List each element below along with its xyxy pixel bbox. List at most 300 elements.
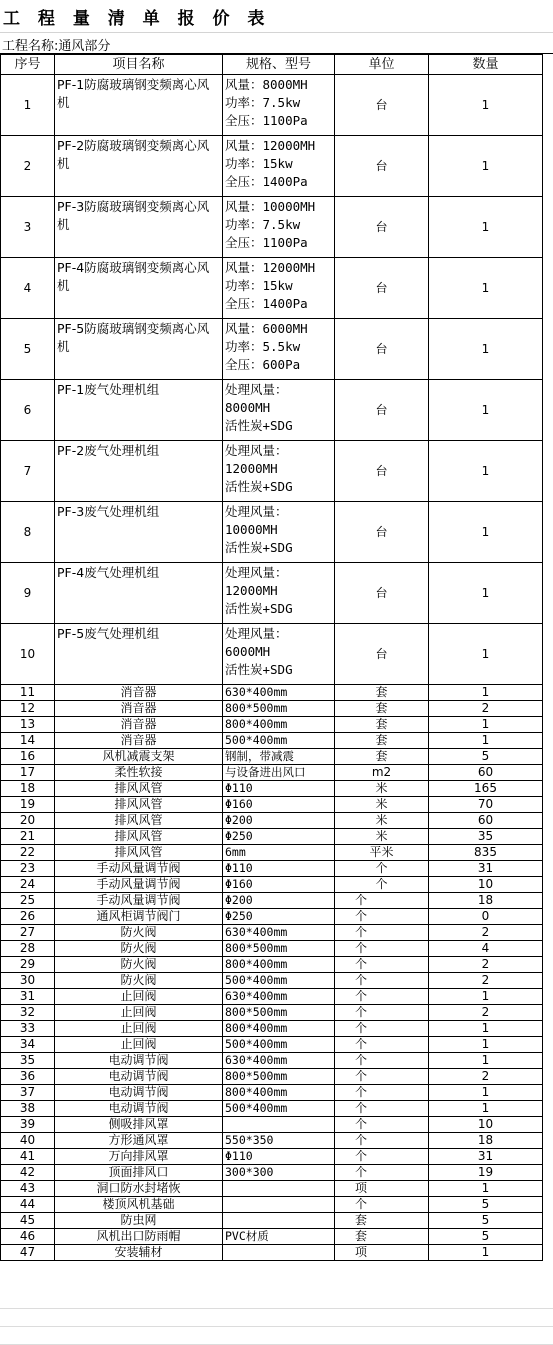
cell-no[interactable]: 46 [1,1229,55,1245]
cell-qty[interactable]: 5 [429,1213,543,1229]
cell-no[interactable]: 30 [1,973,55,989]
cell-name[interactable]: PF-3防腐玻璃钢变频离心风机 [55,197,223,258]
cell-qty[interactable]: 60 [429,765,543,781]
cell-no[interactable]: 13 [1,717,55,733]
cell-no[interactable]: 35 [1,1053,55,1069]
spec-line: 功率：5.5kw [225,339,301,354]
cell-unit[interactable]: 套 [335,733,429,749]
cell-qty[interactable]: 1 [429,1181,543,1197]
cell-spec[interactable] [223,441,335,502]
cell-spec[interactable]: 800*400mm [223,1021,335,1037]
table-row [1,441,543,502]
cell-qty[interactable]: 5 [429,1197,543,1213]
cell-name[interactable]: 柔性软接 [55,765,223,781]
cell-spec[interactable]: 800*400mm [223,717,335,733]
spec-line: 处理风量： [225,626,288,641]
cell-qty[interactable]: 1 [429,197,543,258]
cell-no[interactable]: 23 [1,861,55,877]
cell-spec[interactable]: Φ110 [223,1149,335,1165]
table-row [1,1085,543,1101]
cell-spec[interactable]: Φ110 [223,861,335,877]
cell-no[interactable]: 14 [1,733,55,749]
cell-no[interactable]: 20 [1,813,55,829]
cell-unit[interactable]: 台 [335,258,429,319]
cell-name[interactable]: PF-4废气处理机组 [55,563,223,624]
table-row [1,1053,543,1069]
cell-spec[interactable]: Φ250 [223,909,335,925]
cell-qty[interactable]: 1 [429,441,543,502]
cell-name[interactable]: 排风风管 [55,845,223,861]
cell-no[interactable]: 25 [1,893,55,909]
cell-qty[interactable]: 1 [429,258,543,319]
header-no: 序号 [1,55,55,75]
cell-name[interactable]: 洞口防水封堵恢 [55,1181,223,1197]
cell-qty[interactable]: 10 [429,1117,543,1133]
cell-qty[interactable]: 2 [429,1005,543,1021]
cell-spec[interactable]: 6mm [223,845,335,861]
cell-no[interactable]: 5 [1,319,55,380]
cell-no[interactable]: 28 [1,941,55,957]
cell-name[interactable]: 楼顶风机基础 [55,1197,223,1213]
cell-spec[interactable] [223,624,335,685]
table-row [1,1005,543,1021]
cell-spec[interactable]: Φ200 [223,893,335,909]
spec-line: 功率：15kw [225,278,293,293]
cell-qty[interactable]: 1 [429,136,543,197]
cell-qty[interactable]: 18 [429,893,543,909]
cell-name[interactable]: 排风风管 [55,781,223,797]
cell-unit[interactable]: 个 [335,1053,429,1069]
table-row [1,685,543,701]
cell-name[interactable]: 止回阀 [55,989,223,1005]
cell-qty[interactable]: 1 [429,989,543,1005]
table-row [1,502,543,563]
cell-qty[interactable]: 2 [429,973,543,989]
cell-qty[interactable]: 1 [429,563,543,624]
spec-line: 处理风量： [225,443,288,458]
cell-spec[interactable]: 500*400mm [223,733,335,749]
cell-unit[interactable]: 套 [335,1213,429,1229]
cell-no[interactable]: 27 [1,925,55,941]
cell-qty[interactable]: 5 [429,1229,543,1245]
cell-unit[interactable]: 个 [335,909,429,925]
spec-line: 处理风量： [225,565,288,580]
cell-unit[interactable]: 台 [335,441,429,502]
cell-no[interactable]: 45 [1,1213,55,1229]
cell-spec[interactable] [223,258,335,319]
cell-qty[interactable]: 1 [429,380,543,441]
cell-name[interactable]: 排风风管 [55,797,223,813]
cell-name[interactable]: 止回阀 [55,1037,223,1053]
cell-spec[interactable] [223,380,335,441]
spec-line: 全压：600Pa [225,357,301,372]
cell-unit[interactable]: 个 [335,973,429,989]
header-qty: 数量 [429,55,543,75]
table-row [1,925,543,941]
cell-unit[interactable]: 平米 [335,845,429,861]
cell-spec[interactable]: Φ200 [223,813,335,829]
cell-no[interactable]: 22 [1,845,55,861]
table-row [1,973,543,989]
cell-name[interactable]: PF-5防腐玻璃钢变频离心风机 [55,319,223,380]
cell-spec[interactable]: 300*300 [223,1165,335,1181]
cell-unit[interactable]: 套 [335,1229,429,1245]
cell-spec[interactable]: 800*500mm [223,1005,335,1021]
table-row [1,1213,543,1229]
cell-spec[interactable]: 800*400mm [223,957,335,973]
cell-unit[interactable]: 米 [335,797,429,813]
cell-qty[interactable]: 70 [429,797,543,813]
cell-qty[interactable]: 1 [429,1245,543,1261]
cell-unit[interactable]: 个 [335,861,429,877]
cell-no[interactable]: 34 [1,1037,55,1053]
cell-unit[interactable]: 个 [335,1117,429,1133]
cell-no[interactable]: 24 [1,877,55,893]
project-name: 工程名称:通风部分 [2,39,111,54]
cell-spec[interactable] [223,319,335,380]
table-row [1,563,543,624]
table-row [1,701,543,717]
cell-unit[interactable]: 台 [335,75,429,136]
cell-name[interactable]: 电动调节阀 [55,1101,223,1117]
table-row [1,877,543,893]
cell-no[interactable]: 31 [1,989,55,1005]
cell-spec[interactable] [223,197,335,258]
cell-qty[interactable]: 1 [429,1053,543,1069]
cell-no[interactable]: 10 [1,624,55,685]
cell-no[interactable]: 7 [1,441,55,502]
table-row [1,136,543,197]
cell-qty[interactable]: 1 [429,1101,543,1117]
cell-unit[interactable]: 个 [335,1197,429,1213]
table-row [1,75,543,136]
table-row [1,765,543,781]
cell-unit[interactable]: 个 [335,1037,429,1053]
cell-name[interactable]: 防虫网 [55,1213,223,1229]
cell-spec[interactable]: Φ160 [223,797,335,813]
project-row [0,33,553,54]
cell-name[interactable]: 手动风量调节阀 [55,861,223,877]
cell-qty[interactable]: 1 [429,1085,543,1101]
cell-unit[interactable]: 台 [335,380,429,441]
cell-no[interactable]: 41 [1,1149,55,1165]
spec-line: 功率：7.5kw [225,95,301,110]
cell-name[interactable]: 电动调节阀 [55,1085,223,1101]
cell-unit[interactable]: 套 [335,717,429,733]
table-row [1,813,543,829]
table-row [1,1181,543,1197]
header-spec: 规格、型号 [223,55,335,75]
cell-no[interactable]: 3 [1,197,55,258]
cell-name[interactable]: PF-1废气处理机组 [55,380,223,441]
cell-spec[interactable] [223,563,335,624]
cell-name[interactable]: PF-3废气处理机组 [55,502,223,563]
cell-spec[interactable]: PVC材质 [223,1229,335,1245]
cell-name[interactable]: 风机减震支架 [55,749,223,765]
spec-line: 全压：1400Pa [225,174,308,189]
table-row [1,1165,543,1181]
cell-name[interactable]: 方形通风罩 [55,1133,223,1149]
cell-name[interactable]: 止回阀 [55,1005,223,1021]
cell-spec[interactable]: 630*400mm [223,1053,335,1069]
cell-name[interactable]: 止回阀 [55,1021,223,1037]
cell-unit[interactable]: 个 [335,941,429,957]
cell-unit[interactable]: 个 [335,893,429,909]
table-row [1,197,543,258]
cell-qty[interactable]: 1 [429,717,543,733]
table-row [1,861,543,877]
cell-no[interactable]: 42 [1,1165,55,1181]
cell-unit[interactable]: 个 [335,1133,429,1149]
spec-line: 8000MH [225,400,271,415]
cell-name[interactable]: 侧吸排风罩 [55,1117,223,1133]
cell-no[interactable]: 43 [1,1181,55,1197]
cell-unit[interactable]: m2 [335,765,429,781]
table-row [1,1069,543,1085]
cell-no[interactable]: 44 [1,1197,55,1213]
cell-spec[interactable]: 500*400mm [223,1101,335,1117]
cell-unit[interactable]: 米 [335,813,429,829]
cell-unit[interactable]: 台 [335,624,429,685]
cell-spec[interactable] [223,1213,335,1229]
cell-no[interactable]: 8 [1,502,55,563]
table-row [1,1133,543,1149]
cell-no[interactable]: 32 [1,1005,55,1021]
cell-no[interactable]: 29 [1,957,55,973]
table-row [1,319,543,380]
cell-no[interactable]: 12 [1,701,55,717]
cell-spec[interactable]: 800*400mm [223,1085,335,1101]
cell-no[interactable]: 21 [1,829,55,845]
spec-line: 活性炭+SDG [225,662,293,677]
cell-qty[interactable]: 10 [429,877,543,893]
cell-spec[interactable] [223,1245,335,1261]
cell-spec[interactable] [223,1181,335,1197]
cell-name[interactable]: 顶面排风口 [55,1165,223,1181]
cell-unit[interactable]: 套 [335,701,429,717]
spec-line: 12000MH [225,461,278,476]
cell-no[interactable]: 38 [1,1101,55,1117]
cell-no[interactable]: 9 [1,563,55,624]
cell-unit[interactable]: 项 [335,1245,429,1261]
cell-qty[interactable]: 2 [429,957,543,973]
cell-no[interactable]: 16 [1,749,55,765]
cell-qty[interactable]: 31 [429,1149,543,1165]
cell-name[interactable]: 安装辅材 [55,1245,223,1261]
cell-qty[interactable]: 1 [429,319,543,380]
cell-name[interactable]: PF-5废气处理机组 [55,624,223,685]
title-row [0,0,553,33]
table-row [1,1101,543,1117]
cell-unit[interactable]: 台 [335,563,429,624]
cell-name[interactable]: 排风风管 [55,829,223,845]
cell-spec[interactable]: Φ160 [223,877,335,893]
spec-line: 6000MH [225,644,271,659]
cell-unit[interactable]: 台 [335,197,429,258]
cell-no[interactable]: 19 [1,797,55,813]
cell-qty[interactable]: 35 [429,829,543,845]
cell-unit[interactable]: 套 [335,749,429,765]
cell-name[interactable]: 防火阀 [55,957,223,973]
cell-qty[interactable]: 4 [429,941,543,957]
cell-spec[interactable] [223,1117,335,1133]
spec-line: 全压：1100Pa [225,113,308,128]
cell-unit[interactable]: 个 [335,1149,429,1165]
spec-line: 活性炭+SDG [225,418,293,433]
cell-no[interactable]: 40 [1,1133,55,1149]
cell-spec[interactable]: 800*500mm [223,1069,335,1085]
cell-unit[interactable]: 米 [335,829,429,845]
cell-spec[interactable]: 630*400mm [223,925,335,941]
cell-spec[interactable]: 550*350 [223,1133,335,1149]
cell-qty[interactable]: 1 [429,502,543,563]
cell-unit[interactable]: 台 [335,136,429,197]
cell-name[interactable]: PF-2废气处理机组 [55,441,223,502]
cell-qty[interactable]: 1 [429,75,543,136]
cell-no[interactable]: 1 [1,75,55,136]
cell-no[interactable]: 17 [1,765,55,781]
cell-spec[interactable]: 钢制，带减震 [223,749,335,765]
cell-unit[interactable]: 个 [335,957,429,973]
cell-unit[interactable]: 个 [335,1165,429,1181]
cell-name[interactable]: 万向排风罩 [55,1149,223,1165]
cell-unit[interactable]: 个 [335,989,429,1005]
cell-no[interactable]: 26 [1,909,55,925]
cell-unit[interactable]: 个 [335,1021,429,1037]
cell-qty[interactable]: 165 [429,781,543,797]
cell-name[interactable]: 排风风管 [55,813,223,829]
table-row [1,733,543,749]
table-body [1,75,543,1261]
cell-no[interactable]: 2 [1,136,55,197]
table-row [1,1117,543,1133]
cell-unit[interactable]: 个 [335,1085,429,1101]
header-row [1,55,543,75]
cell-no[interactable]: 39 [1,1117,55,1133]
cell-qty[interactable]: 2 [429,701,543,717]
cell-no[interactable]: 11 [1,685,55,701]
cell-spec[interactable] [223,136,335,197]
cell-qty[interactable]: 1 [429,1037,543,1053]
cell-name[interactable]: 通风柜调节阀门 [55,909,223,925]
cell-name[interactable]: 防火阀 [55,941,223,957]
cell-name[interactable]: 电动调节阀 [55,1053,223,1069]
cell-unit[interactable]: 项 [335,1181,429,1197]
table-row [1,941,543,957]
cell-qty[interactable]: 0 [429,909,543,925]
cell-unit[interactable]: 米 [335,781,429,797]
cell-name[interactable]: 防火阀 [55,925,223,941]
cell-name[interactable]: 消音器 [55,701,223,717]
cell-qty[interactable]: 1 [429,1021,543,1037]
table-row [1,258,543,319]
cell-qty[interactable]: 19 [429,1165,543,1181]
cell-unit[interactable]: 套 [335,685,429,701]
cell-name[interactable]: 防火阀 [55,973,223,989]
cell-no[interactable]: 4 [1,258,55,319]
cell-spec[interactable] [223,75,335,136]
cell-no[interactable]: 6 [1,380,55,441]
cell-name[interactable]: PF-4防腐玻璃钢变频离心风机 [55,258,223,319]
cell-name[interactable]: 风机出口防雨帽 [55,1229,223,1245]
table-row [1,717,543,733]
table-row [1,829,543,845]
cell-qty[interactable]: 2 [429,1069,543,1085]
cell-qty[interactable]: 18 [429,1133,543,1149]
cell-no[interactable]: 37 [1,1085,55,1101]
cell-unit[interactable]: 个 [335,1005,429,1021]
cell-no[interactable]: 18 [1,781,55,797]
cell-spec[interactable]: 630*400mm [223,685,335,701]
table-row [1,957,543,973]
cell-name[interactable]: 手动风量调节阀 [55,877,223,893]
cell-spec[interactable]: 500*400mm [223,1037,335,1053]
table-row [1,1021,543,1037]
cell-qty[interactable]: 1 [429,733,543,749]
cell-unit[interactable]: 个 [335,925,429,941]
cell-name[interactable]: PF-2防腐玻璃钢变频离心风机 [55,136,223,197]
table-row [1,989,543,1005]
cell-spec[interactable]: Φ250 [223,829,335,845]
cell-name[interactable]: 消音器 [55,685,223,701]
cell-qty[interactable]: 2 [429,925,543,941]
cell-spec[interactable]: 与设备进出风口 [223,765,335,781]
cell-no[interactable]: 36 [1,1069,55,1085]
cell-no[interactable]: 33 [1,1021,55,1037]
spec-line: 风量：6000MH [225,321,308,336]
cell-qty[interactable]: 1 [429,624,543,685]
table-row [1,1149,543,1165]
cell-name[interactable]: 电动调节阀 [55,1069,223,1085]
cell-qty[interactable]: 60 [429,813,543,829]
cell-qty[interactable]: 835 [429,845,543,861]
cell-unit[interactable]: 个 [335,1069,429,1085]
cell-spec[interactable]: 630*400mm [223,989,335,1005]
cell-name[interactable]: 消音器 [55,733,223,749]
quantity-table [0,54,543,1261]
cell-spec[interactable]: Φ110 [223,781,335,797]
sheet-title: 工 程 量 清 单 报 价 表 [3,9,271,29]
cell-name[interactable]: 消音器 [55,717,223,733]
table-row [1,845,543,861]
cell-name[interactable]: 手动风量调节阀 [55,893,223,909]
header-unit: 单位 [335,55,429,75]
table-row [1,1037,543,1053]
cell-qty[interactable]: 31 [429,861,543,877]
cell-spec[interactable] [223,1197,335,1213]
cell-unit[interactable]: 台 [335,502,429,563]
spec-line: 活性炭+SDG [225,601,293,616]
cell-name[interactable]: PF-1防腐玻璃钢变频离心风机 [55,75,223,136]
cell-spec[interactable]: 800*500mm [223,701,335,717]
cell-spec[interactable]: 500*400mm [223,973,335,989]
table-row [1,749,543,765]
cell-no[interactable]: 47 [1,1245,55,1261]
cell-unit[interactable]: 个 [335,877,429,893]
cell-unit[interactable]: 台 [335,319,429,380]
cell-qty[interactable]: 5 [429,749,543,765]
cell-spec[interactable] [223,502,335,563]
cell-qty[interactable]: 1 [429,685,543,701]
spec-line: 功率：7.5kw [225,217,301,232]
cell-spec[interactable]: 800*500mm [223,941,335,957]
spec-line: 活性炭+SDG [225,540,293,555]
table-row [1,893,543,909]
spec-line: 10000MH [225,522,278,537]
cell-unit[interactable]: 个 [335,1101,429,1117]
table-row [1,797,543,813]
spec-line: 全压：1100Pa [225,235,308,250]
